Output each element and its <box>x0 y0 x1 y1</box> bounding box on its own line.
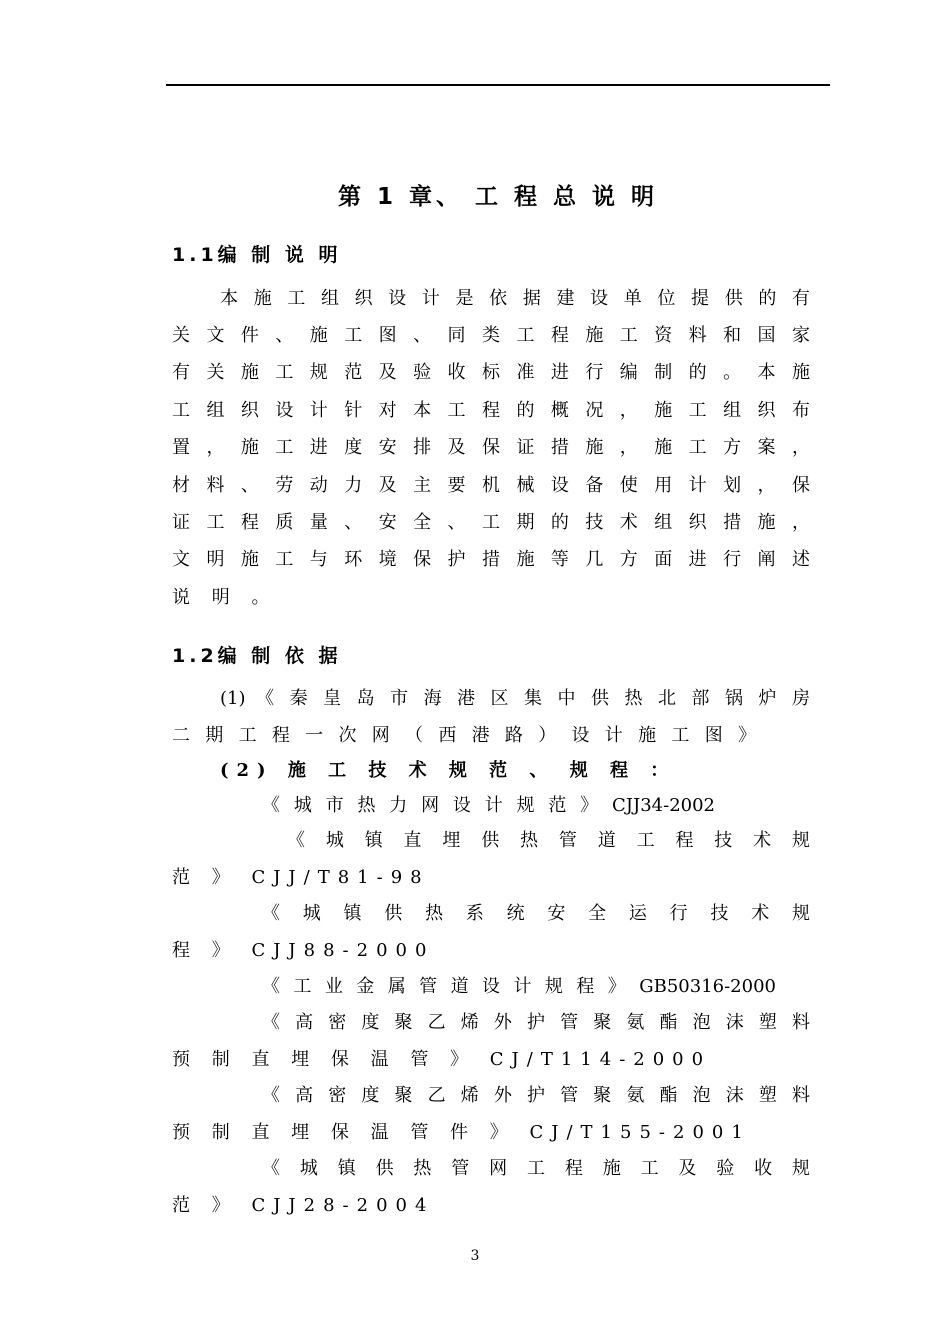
paragraph-line: 材 料 、 劳 动 力 及 主 要 机 械 设 备 使 用 计 划 ， 保 <box>172 475 810 496</box>
paragraph-line: 关 文 件 、 施 工 图 、 同 类 工 程 施 工 资 料 和 国 家 <box>172 325 810 346</box>
reference-line: 《 城 镇 直 埋 供 热 管 道 工 程 技 术 规 <box>287 830 810 851</box>
reference-line: 预 制 直 埋 保 温 管 》 CJ/T114-2000 <box>172 1049 712 1070</box>
section-heading-1-2: 1.2编 制 依 据 <box>172 645 342 667</box>
section-heading-1-1: 1.1编 制 说 明 <box>172 244 342 266</box>
paragraph-line: 说 明 。 <box>172 587 278 608</box>
paragraph-line: 有 关 施 工 规 范 及 验 收 标 准 进 行 编 制 的 。 本 施 <box>172 362 810 383</box>
reference-line: 范 》 CJJ/T81-98 <box>172 867 430 888</box>
chapter-title: 第 1 章、 工 程 总 说 明 <box>337 184 659 210</box>
reference-line: 二 期 工 程 一 次 网 （ 西 港 路 ） 设 计 施 工 图 》 <box>172 725 756 746</box>
reference-line: 范 》 CJJ28-2004 <box>172 1195 435 1216</box>
reference-line: 《 城 市 热 力 网 设 计 规 范 》 CJJ34-2002 <box>262 795 715 816</box>
reference-line: 《 高 密 度 聚 乙 烯 外 护 管 聚 氨 酯 泡 沫 塑 料 <box>262 1085 810 1106</box>
reference-line: (1) 《 秦 皇 岛 市 海 港 区 集 中 供 热 北 部 锅 炉 房 <box>220 688 810 709</box>
reference-line: 程 》 CJJ88-2000 <box>172 940 435 961</box>
reference-line: 预 制 直 埋 保 温 管 件 》 CJ/T155-2001 <box>172 1122 751 1143</box>
reference-line: 《 工 业 金 属 管 道 设 计 规 程 》 GB50316-2000 <box>262 976 776 997</box>
reference-subheading: (2) 施 工 技 术 规 范 、 规 程 ： <box>220 760 677 781</box>
reference-line: 《 高 密 度 聚 乙 烯 外 护 管 聚 氨 酯 泡 沫 塑 料 <box>262 1012 810 1033</box>
paragraph-line: 置 ， 施 工 进 度 安 排 及 保 证 措 施 ， 施 工 方 案 ， <box>172 437 810 458</box>
page-number: 3 <box>470 1248 480 1264</box>
header-rule <box>166 84 830 86</box>
paragraph-line: 工 组 织 设 计 针 对 本 工 程 的 概 况 ， 施 工 组 织 布 <box>172 400 810 421</box>
reference-line: 《 城 镇 供 热 管 网 工 程 施 工 及 验 收 规 <box>262 1158 810 1179</box>
paragraph-line: 证 工 程 质 量 、 安 全 、 工 期 的 技 术 组 织 措 施 ， <box>172 512 810 533</box>
paragraph-line: 本 施 工 组 织 设 计 是 依 据 建 设 单 位 提 供 的 有 <box>220 288 810 309</box>
reference-line: 《 城 镇 供 热 系 统 安 全 运 行 技 术 规 <box>262 903 810 924</box>
paragraph-line: 文 明 施 工 与 环 境 保 护 措 施 等 几 方 面 进 行 阐 述 <box>172 549 810 570</box>
